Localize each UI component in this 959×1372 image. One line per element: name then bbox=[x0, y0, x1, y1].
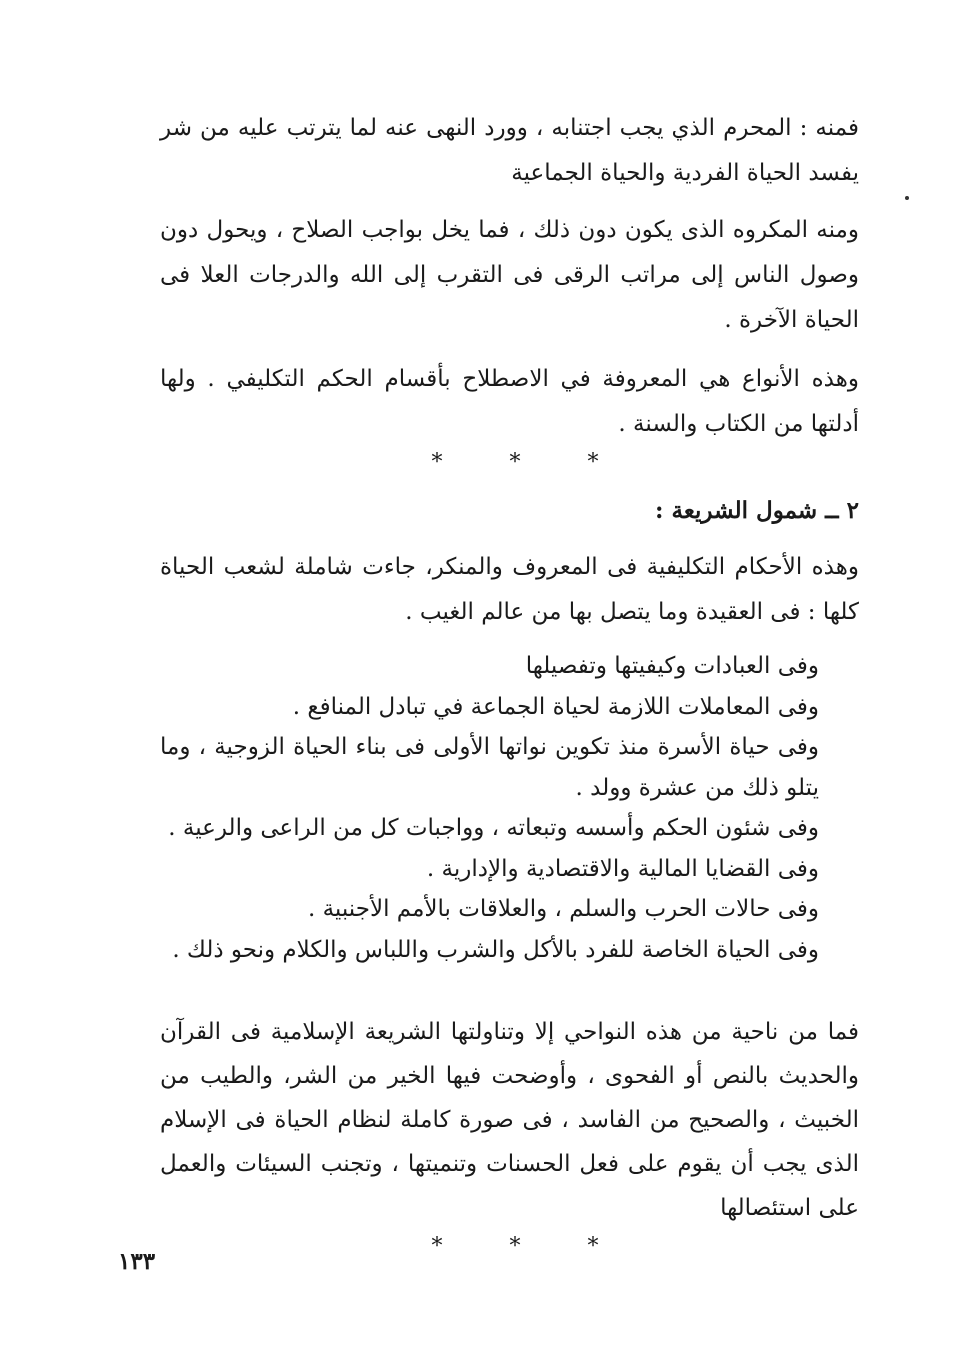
section-heading: ٢ ــ شمول الشريعة : bbox=[655, 497, 859, 524]
list-item: وفى الحياة الخاصة للفرد بالأكل والشرب واللباس والكلام ونحو ذلك . bbox=[172, 936, 819, 963]
paragraph-prohibited bbox=[160, 106, 859, 196]
paragraph-conclusion bbox=[160, 1010, 859, 1230]
margin-dot bbox=[905, 196, 909, 200]
paragraph-text: وهذه الأحكام التكليفية فى المعروف والمنكر، جاءت شاملة لشعب الحياة كلها : فى العقيدة وما يتصل بها من عالم الغيب . bbox=[160, 554, 859, 625]
paragraph-text: ومنه المكروه الذى يكون دون ذلك ، فما يخل بواجب الصلاح ، ويحول دون وصول الناس إلى مراتب الرقى فى التقرب إلى الله والدرجات العلا فى الحياة الآخرة . bbox=[160, 217, 859, 333]
paragraph-comprehensiveness bbox=[160, 545, 859, 635]
paragraph-types bbox=[160, 357, 859, 447]
paragraph-text: فما من ناحية من هذه النواحي إلا وتناولتها الشريعة الإسلامية فى القرآن والحديث بالنص أو الفحوى ، وأوضحت فيها الخير من الشر، والطيب من الخبيث ، والصحيح من الفاسد ، فى صورة كاملة لنظام الحياة فى الإسلام الذى يجب أن يقوم على فعل الحسنات وتنميتها ، وتجنب السيئات والعمل على استئصالها bbox=[160, 1019, 859, 1221]
paragraph-text: وهذه الأنواع هي المعروفة في الاصطلاح بأقسام الحكم التكليفي . ولها أدلتها من الكتاب والسنة . bbox=[160, 366, 859, 437]
paragraph-text: فمنه : المحرم الذي يجب اجتنابه ، وورد النهى عنه لما يترتب عليه من شر يفسد الحياة الفردية والحياة الجماعية bbox=[160, 115, 859, 186]
domains-list bbox=[160, 646, 859, 970]
section-separator: * * * bbox=[431, 450, 629, 475]
list-item: وفى حياة الأسرة منذ تكوين نواتها الأولى فى بناء الحياة الزوجية ، وما يتلو ذلك من عشرة وولد . bbox=[160, 734, 819, 801]
list-item: وفى شئون الحكم وأسسه وتبعاته ، وواجبات كل من الراعى والرعية . bbox=[168, 815, 819, 841]
list-item: وفى حالات الحرب والسلم ، والعلاقات بالأمم الأجنبية . bbox=[307, 896, 819, 922]
list-item: وفى العبادات وكيفيتها وتفصيلها bbox=[525, 653, 819, 679]
list-item: وفى القضايا المالية والاقتصادية والإدارية . bbox=[426, 855, 819, 882]
section-separator: * * * bbox=[431, 1234, 629, 1259]
page-number: ١٣٣ bbox=[118, 1248, 156, 1275]
list-item: وفى المعاملات اللازمة لحياة الجماعة في تبادل المنافع . bbox=[292, 693, 819, 720]
paragraph-disliked bbox=[160, 208, 859, 343]
